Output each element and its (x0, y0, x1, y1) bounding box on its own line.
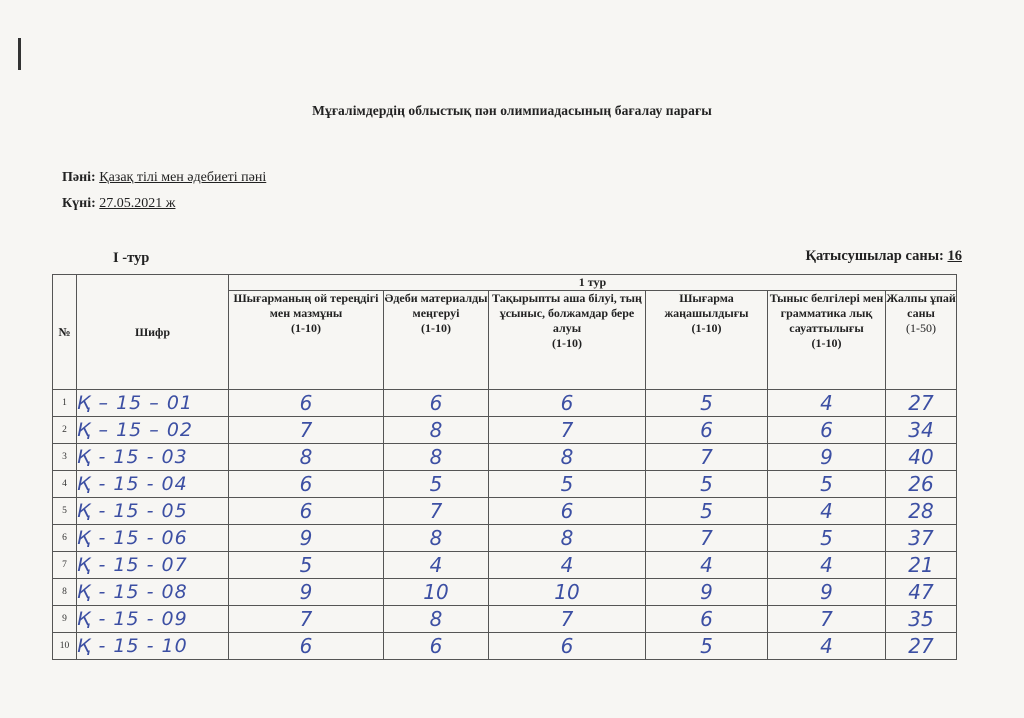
criterion-range: (1-10) (421, 321, 451, 335)
criterion-score: 5 (768, 471, 886, 498)
criterion-score: 6 (384, 390, 489, 417)
criterion-score: 9 (229, 579, 384, 606)
row-number: 10 (53, 633, 77, 660)
table-row (53, 606, 957, 633)
criterion-score: 9 (229, 525, 384, 552)
table-row (53, 552, 957, 579)
criterion-score: 10 (384, 579, 489, 606)
criterion-score: 7 (489, 606, 646, 633)
participant-cipher: Қ - 15 - 08 (77, 579, 229, 606)
grading-table (52, 274, 957, 660)
criterion-score: 6 (489, 498, 646, 525)
criterion-name: Тақырыпты аша білуі, тың ұсыныс, болжамдар бере алуы (492, 291, 642, 335)
table-body (53, 390, 957, 660)
criterion-score: 4 (768, 498, 886, 525)
criterion-score: 4 (768, 552, 886, 579)
criterion-name: Тыныс белгілері мен грамматика лық сауаттылығы (769, 291, 884, 335)
criterion-score: 6 (768, 417, 886, 444)
criterion-score: 9 (768, 444, 886, 471)
total-score: 28 (886, 498, 957, 525)
criterion-header (489, 291, 646, 390)
date-value: 27.05.2021 ж (99, 196, 176, 211)
criterion-score: 8 (384, 525, 489, 552)
row-number: 1 (53, 390, 77, 417)
criterion-score: 7 (489, 417, 646, 444)
criterion-score: 7 (646, 525, 768, 552)
criterion-range: (1-50) (906, 321, 936, 335)
criterion-header (384, 291, 489, 390)
row-number: 6 (53, 525, 77, 552)
row-number: 5 (53, 498, 77, 525)
participants-count (806, 248, 962, 265)
subject-line (62, 170, 266, 186)
criterion-score: 4 (489, 552, 646, 579)
criterion-score: 5 (646, 390, 768, 417)
criterion-score: 5 (489, 471, 646, 498)
table-row (53, 444, 957, 471)
participant-cipher: Қ – 15 – 01 (77, 390, 229, 417)
column-header-number: № (53, 275, 77, 390)
participant-cipher: Қ - 15 - 04 (77, 471, 229, 498)
criterion-name: Шығарма жаңашылдығы (664, 291, 749, 320)
scan-edge-mark (18, 38, 21, 70)
criterion-score: 8 (229, 444, 384, 471)
table-row (53, 417, 957, 444)
table-row (53, 579, 957, 606)
criterion-score: 10 (489, 579, 646, 606)
criterion-range: (1-10) (552, 336, 582, 350)
criterion-score: 9 (768, 579, 886, 606)
criterion-score: 9 (646, 579, 768, 606)
document-title: Мұғалімдердің облыстық пән олимпиадасының бағалау парағы (312, 103, 712, 118)
total-score: 37 (886, 525, 957, 552)
date-label: Күні: (62, 196, 96, 211)
table-row (53, 498, 957, 525)
criterion-header-total (886, 291, 957, 390)
criterion-range: (1-10) (691, 321, 722, 335)
criterion-score: 4 (768, 390, 886, 417)
table-row (53, 633, 957, 660)
criterion-score: 4 (768, 633, 886, 660)
total-score: 40 (886, 444, 957, 471)
total-score: 27 (886, 633, 957, 660)
total-score: 21 (886, 552, 957, 579)
criterion-header (768, 291, 886, 390)
total-score: 27 (886, 390, 957, 417)
row-number: 9 (53, 606, 77, 633)
table-row (53, 525, 957, 552)
criterion-header (646, 291, 768, 390)
total-score: 34 (886, 417, 957, 444)
row-number: 7 (53, 552, 77, 579)
row-number: 4 (53, 471, 77, 498)
criterion-score: 5 (646, 471, 768, 498)
table-group-header-row (53, 275, 957, 291)
criterion-score: 6 (229, 390, 384, 417)
criterion-name: Әдеби материалды меңгеруі (384, 291, 488, 320)
total-score: 47 (886, 579, 957, 606)
criterion-score: 6 (646, 417, 768, 444)
criterion-score: 6 (489, 633, 646, 660)
participant-cipher: Қ - 15 - 05 (77, 498, 229, 525)
criterion-score: 7 (229, 417, 384, 444)
criterion-score: 8 (489, 444, 646, 471)
criterion-score: 6 (229, 471, 384, 498)
participant-cipher: Қ - 15 - 03 (77, 444, 229, 471)
total-score: 35 (886, 606, 957, 633)
subject-value: Қазақ тілі мен әдебиеті пәні (99, 170, 267, 185)
row-number: 8 (53, 579, 77, 606)
participant-cipher: Қ - 15 - 10 (77, 633, 229, 660)
criterion-score: 5 (384, 471, 489, 498)
criterion-score: 7 (646, 444, 768, 471)
criterion-score: 4 (384, 552, 489, 579)
criterion-score: 8 (489, 525, 646, 552)
criterion-score: 6 (229, 633, 384, 660)
participant-cipher: Қ – 15 – 02 (77, 417, 229, 444)
criterion-score: 8 (384, 606, 489, 633)
row-number: 3 (53, 444, 77, 471)
criterion-score: 5 (229, 552, 384, 579)
criterion-score: 4 (646, 552, 768, 579)
participant-cipher: Қ - 15 - 09 (77, 606, 229, 633)
date-line (62, 196, 175, 212)
table-row (53, 390, 957, 417)
row-number: 2 (53, 417, 77, 444)
criterion-score: 7 (229, 606, 384, 633)
round-group-header: 1 тур (229, 275, 957, 291)
criterion-range: (1-10) (811, 336, 842, 350)
criterion-score: 6 (384, 633, 489, 660)
criterion-name: Жалпы ұпай саны (886, 291, 956, 320)
criterion-score: 5 (768, 525, 886, 552)
criterion-header (229, 291, 384, 390)
criterion-score: 6 (646, 606, 768, 633)
criterion-score: 5 (646, 633, 768, 660)
participant-cipher: Қ - 15 - 07 (77, 552, 229, 579)
criterion-score: 8 (384, 417, 489, 444)
criterion-score: 5 (646, 498, 768, 525)
criterion-score: 7 (768, 606, 886, 633)
column-header-cipher: Шифр (77, 275, 229, 390)
total-score: 26 (886, 471, 957, 498)
criterion-score: 6 (229, 498, 384, 525)
table-row (53, 471, 957, 498)
participants-value: 16 (947, 248, 962, 264)
criterion-score: 7 (384, 498, 489, 525)
participants-label: Қатысушылар саны: (805, 248, 944, 264)
participant-cipher: Қ - 15 - 06 (77, 525, 229, 552)
criterion-score: 8 (384, 444, 489, 471)
criterion-score: 6 (489, 390, 646, 417)
criterion-range: (1-10) (291, 321, 321, 335)
round-label: І -тур (113, 250, 150, 266)
criterion-name: Шығарманың ой тереңдігі мен мазмұны (233, 291, 379, 320)
subject-label: Пәні: (62, 170, 96, 185)
